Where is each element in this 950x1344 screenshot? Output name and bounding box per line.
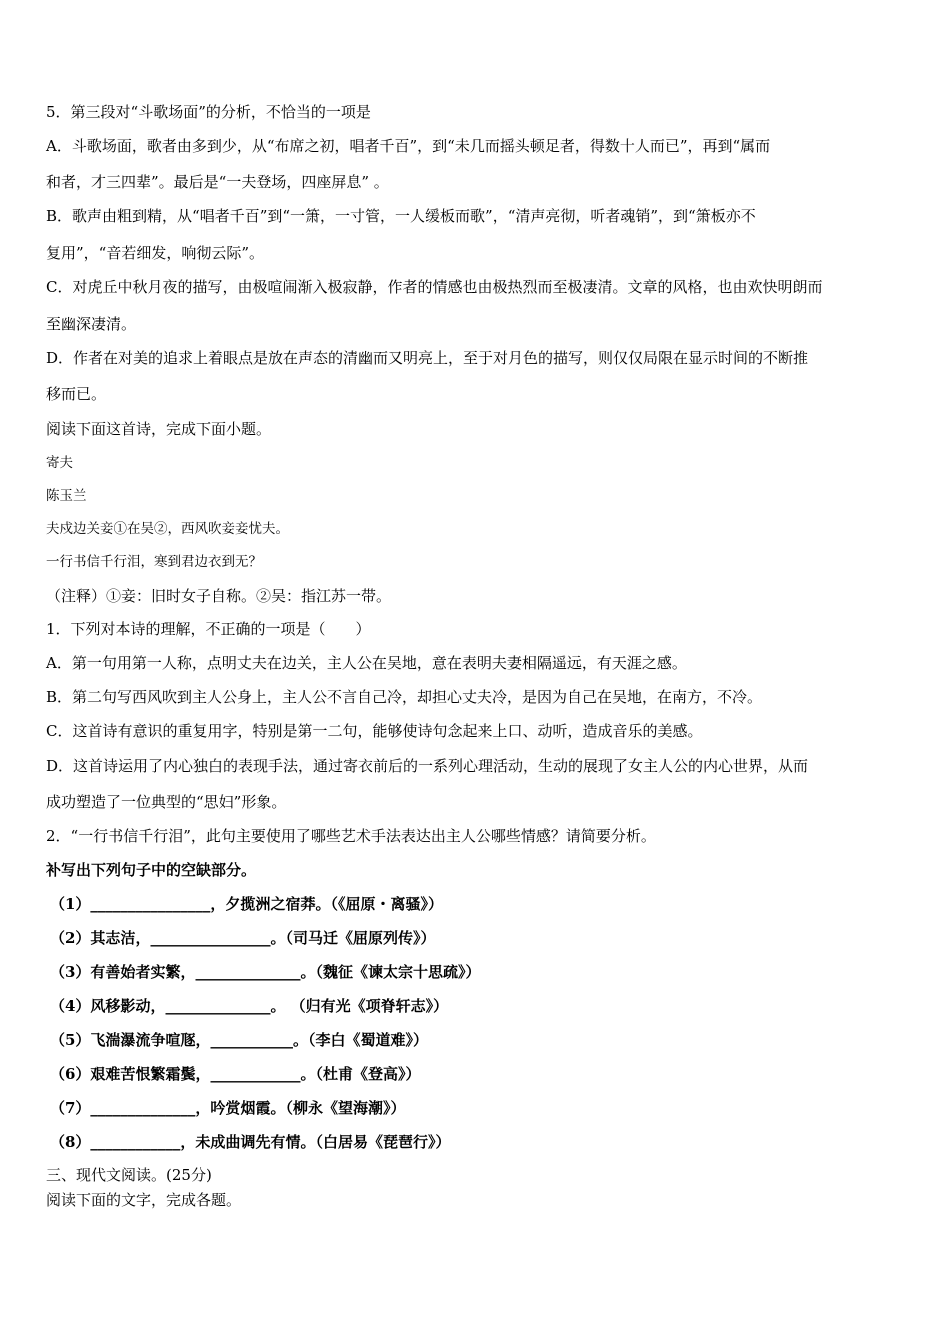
fill-item-1: （1）________________，夕揽洲之宿莽。（《屈原・离骚》） <box>50 895 443 913</box>
fill-item-3: （3）有善始者实繁，______________。（魏征《谏太宗十思疏》） <box>50 963 481 981</box>
q5-option-a-line2: 和者，才三四辈”。最后是“一夫登场，四座屏息” 。 <box>46 173 389 191</box>
fill-item-6: （6）艰难苦恨繁霜鬓，____________。（杜甫《登高》） <box>50 1065 421 1083</box>
q5-option-a-line1: A．斗歌场面，歌者由多到少，从“布席之初，唱者千百”，到“未几而摇头顿足者，得数十人而已”，再到“属而 <box>46 137 771 155</box>
fill-item-5: （5）飞湍瀑流争喧豗，___________。（李白《蜀道难》） <box>50 1031 428 1049</box>
fill-item-7: （7）______________，吟赏烟霞。（柳永《望海潮》） <box>50 1099 406 1117</box>
q5-option-b-line1: B．歌声由粗到精，从“唱者千百”到“一箫，一寸管，一人缓板而歌”，“清声亮彻，听者魂销”，到“箫板亦不 <box>46 207 756 225</box>
fill-item-8: （8）____________，未成曲调先有情。（白居易《琵琶行》） <box>50 1133 451 1151</box>
poem-title: 寄夫 <box>46 455 73 471</box>
pq2-stem: 2．“一行书信千行泪”，此句主要使用了哪些艺术手法表达出主人公哪些情感？请简要分析。 <box>46 827 656 845</box>
pq1-option-c: C．这首诗有意识的重复用字，特别是第一二句，能够使诗句念起来上口、动听，造成音乐的美感。 <box>46 722 703 740</box>
pq1-option-b: B．第二句写西风吹到主人公身上，主人公不言自己冷，却担心丈夫冷，是因为自己在吴地，在南方，不冷。 <box>46 688 763 706</box>
poem-intro: 阅读下面这首诗，完成下面小题。 <box>46 420 272 438</box>
q5-option-c-line1: C．对虎丘中秋月夜的描写，由极喧闹渐入极寂静，作者的情感也由极热烈而至极凄清。文章的风格，也由欢快明朗而 <box>46 278 823 296</box>
section3-heading: 三、现代文阅读。(25分) <box>46 1166 212 1184</box>
q5-stem: 5．第三段对“斗歌场面”的分析，不恰当的一项是 <box>46 103 371 121</box>
section3-intro: 阅读下面的文字，完成各题。 <box>46 1191 242 1209</box>
fill-heading: 补写出下列句子中的空缺部分。 <box>46 861 257 879</box>
poem-note: （注释）①妾：旧时女子自称。②吴：指江苏一带。 <box>46 587 392 605</box>
q5-option-c-line2: 至幽深凄清。 <box>46 315 137 333</box>
poem-author: 陈玉兰 <box>46 488 87 504</box>
pq1-option-a: A．第一句用第一人称，点明丈夫在边关，主人公在吴地，意在表明夫妻相隔遥远，有天涯之感。 <box>46 654 687 672</box>
poem-line-2: 一行书信千行泪，寒到君边衣到无？ <box>46 554 262 570</box>
q5-option-b-line2: 复用”，“音若细发，响彻云际”。 <box>46 244 265 262</box>
poem-line-1: 夫戍边关妾①在吴②，西风吹妾妾忧夫。 <box>46 521 289 537</box>
pq1-stem: 1．下列对本诗的理解，不正确的一项是（ ） <box>46 620 371 638</box>
pq1-option-d-line1: D．这首诗运用了内心独白的表现手法，通过寄衣前后的一系列心理活动，生动的展现了女主人公的内心世界，从而 <box>46 757 809 775</box>
fill-item-4: （4）风移影动，______________。 （归有光《项脊轩志》） <box>50 997 449 1015</box>
q5-option-d-line1: D．作者在对美的追求上着眼点是放在声态的清幽而又明亮上，至于对月色的描写，则仅仅局限在显示时间的不断推 <box>46 349 809 367</box>
pq1-option-d-line2: 成功塑造了一位典型的“思妇”形象。 <box>46 793 287 811</box>
q5-option-d-line2: 移而已。 <box>46 385 107 403</box>
fill-item-2: （2）其志洁，________________。（司马迁《屈原列传》） <box>50 929 436 947</box>
